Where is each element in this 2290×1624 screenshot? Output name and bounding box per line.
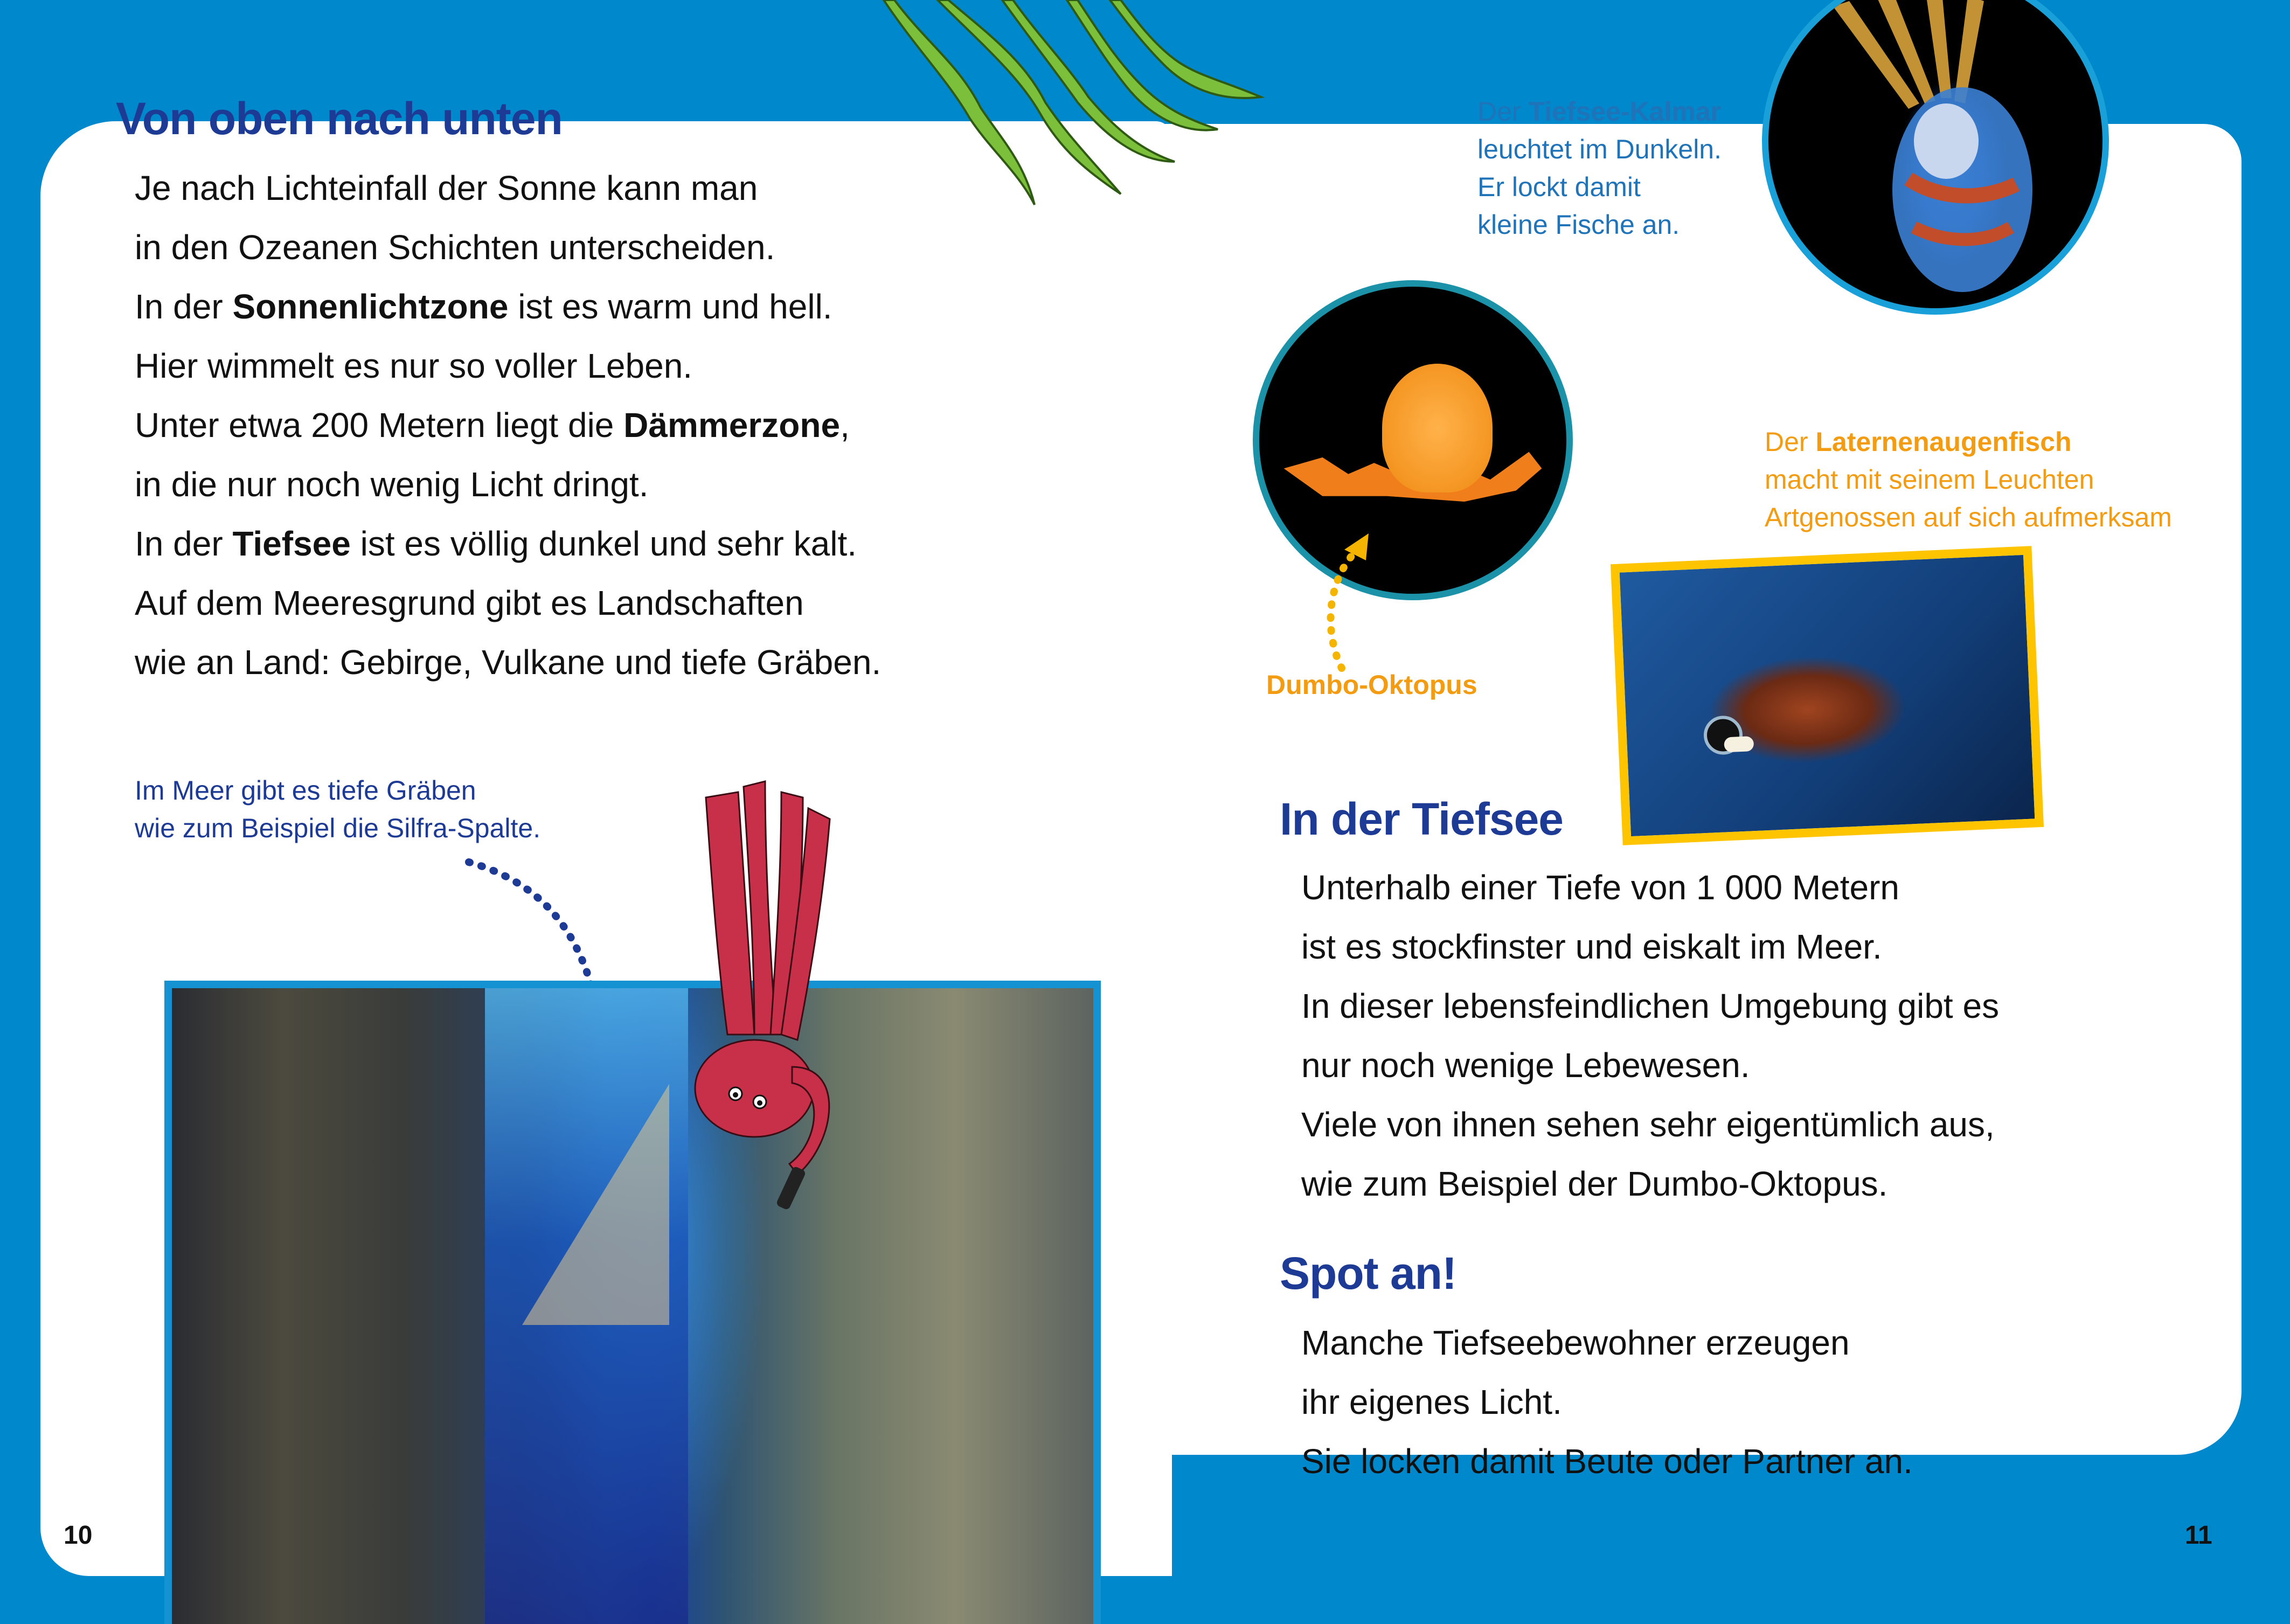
kalmar-caption [1477, 93, 1722, 244]
dumbo-oktopus-photo [1253, 280, 1573, 600]
body-line: Manche Tiefseebewohner erzeugen [1301, 1323, 1850, 1362]
caption-line: Artgenossen auf sich aufmerksam [1765, 502, 2172, 532]
silfra-caption [135, 772, 540, 847]
body-line: Je nach Lichteinfall der Sonne kann man [135, 169, 758, 207]
squid-illustration [1768, 0, 2102, 308]
body-line: nur noch wenige Lebewesen. [1301, 1046, 1750, 1085]
octopus-illustration [620, 765, 878, 1239]
heading-in-der-tiefsee: In der Tiefsee [1280, 794, 1564, 844]
caption-line: wie zum Beispiel die Silfra-Spalte. [135, 813, 541, 843]
body-line: wie zum Beispiel der Dumbo-Oktopus. [1301, 1164, 1888, 1203]
light-organ [1724, 736, 1754, 752]
dumbo-body [1382, 364, 1493, 492]
caption-line: Er lockt damit [1477, 172, 1641, 202]
body-line: Sie locken damit Beute oder Partner an. [1301, 1442, 1913, 1481]
body-line: in den Ozeanen Schichten unterscheiden. [135, 228, 775, 267]
lantern-caption [1765, 423, 2172, 536]
caption-line: kleine Fische an. [1477, 210, 1680, 240]
caption-line: Der Laternenaugenfisch [1765, 427, 2072, 457]
seaweed-illustration [862, 0, 1293, 216]
term-laternenaugenfisch: Laternenaugenfisch [1815, 427, 2072, 457]
dotted-arrow-orange-icon [1315, 528, 1379, 674]
caption-line: Der Tiefsee-Kalmar [1477, 96, 1722, 127]
body-line: Viele von ihnen sehen sehr eigentümlich aus, [1301, 1105, 1995, 1144]
page-number-right: 11 [2185, 1521, 2212, 1550]
laternenaugenfisch-photo [1611, 546, 2044, 845]
term-tiefsee: Tiefsee [232, 524, 351, 563]
term-tiefsee-kalmar: Tiefsee-Kalmar [1528, 96, 1722, 127]
term-daemmerzone: Dämmerzone [623, 406, 841, 445]
heading-von-oben-nach-unten: Von oben nach unten [116, 93, 563, 144]
body-line: Unterhalb einer Tiefe von 1 000 Metern [1301, 868, 1899, 907]
heading-spot-an: Spot an! [1280, 1248, 1456, 1299]
body-line: Hier wimmelt es nur so voller Leben. [135, 346, 693, 385]
body-line: In dieser lebensfeindlichen Umgebung gibt es [1301, 987, 2000, 1025]
page-number-left: 10 [64, 1521, 93, 1550]
dumbo-oktopus-label: Dumbo-Oktopus [1266, 670, 1477, 700]
body-line: ihr eigenes Licht. [1301, 1383, 1562, 1421]
body-line: Unter etwa 200 Metern liegt die Dämmerzone, [135, 406, 850, 445]
body-line: Auf dem Meeresgrund gibt es Landschaften [135, 584, 804, 622]
caption-line: leuchtet im Dunkeln. [1477, 134, 1722, 164]
caption-line: macht mit seinem Leuchten [1765, 464, 2094, 495]
body-line: wie an Land: Gebirge, Vulkane und tiefe Gräben. [135, 643, 882, 682]
term-sonnenlichtzone: Sonnenlichtzone [232, 287, 509, 326]
body-line: ist es stockfinster und eiskalt im Meer. [1301, 927, 1882, 966]
body-line: In der Tiefsee ist es völlig dunkel und sehr kalt. [135, 524, 857, 563]
body-line: In der Sonnenlichtzone ist es warm und hell. [135, 287, 832, 326]
caption-line: Im Meer gibt es tiefe Gräben [135, 775, 476, 806]
body-line: in die nur noch wenig Licht dringt. [135, 465, 649, 504]
